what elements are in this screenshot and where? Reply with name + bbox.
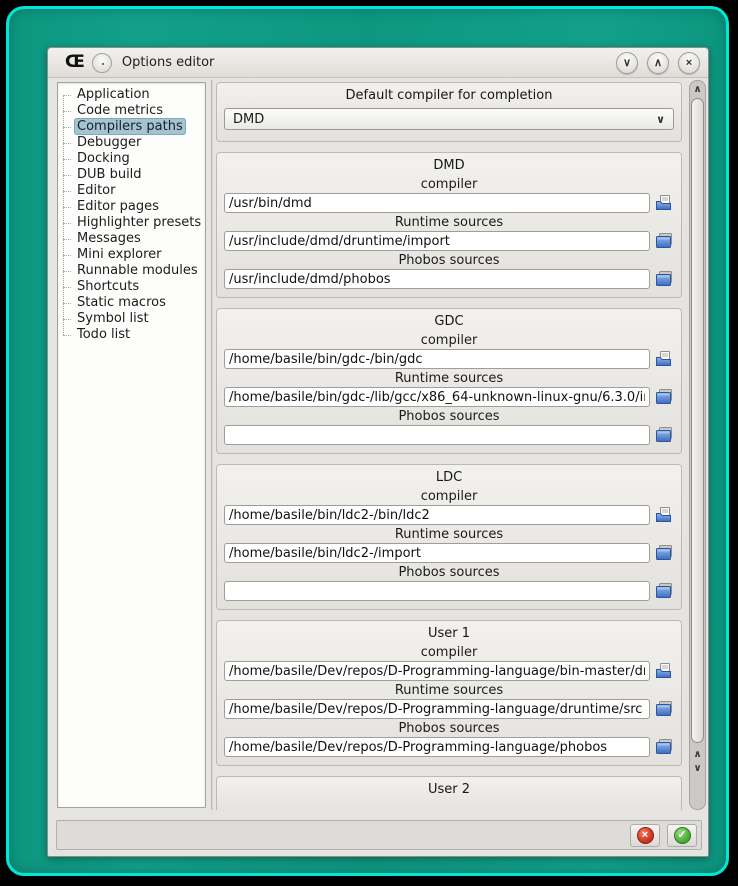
tree-item-dub-build[interactable]: DUB build (58, 167, 205, 183)
compiler-label: compiler (420, 645, 478, 660)
options-category-tree (57, 82, 206, 808)
ldc-compiler-browse-button[interactable] (653, 506, 674, 524)
tree-item-editor-pages[interactable]: Editor pages (58, 199, 205, 215)
tree-item-mini-explorer[interactable]: Mini explorer (58, 247, 205, 263)
user1-compiler-input[interactable] (224, 661, 650, 681)
options-editor-window (47, 47, 709, 857)
tree-item-symbol-list[interactable]: Symbol list (58, 311, 205, 327)
gdc-compiler-input[interactable] (224, 349, 650, 369)
default-compiler-group (216, 82, 682, 142)
group-title: GDC (434, 314, 464, 329)
user1-phobos-input[interactable] (224, 737, 650, 757)
phobos-sources-label: Phobos sources (398, 253, 500, 268)
folder-icon (655, 739, 673, 755)
close-button[interactable] (678, 52, 700, 74)
combo-value: DMD (233, 111, 265, 127)
group-title: Default compiler for completion (345, 88, 553, 103)
folder-icon (655, 701, 673, 717)
compiler-group-user1 (216, 620, 682, 766)
tree-item-application[interactable]: Application (58, 87, 205, 103)
folder-icon (655, 233, 673, 249)
dmd-phobos-browse-button[interactable] (653, 270, 674, 288)
dmd-compiler-input[interactable] (224, 193, 650, 213)
window-menu-button[interactable] (92, 53, 112, 73)
tree-item-messages[interactable]: Messages (58, 231, 205, 247)
open-file-icon (655, 351, 673, 367)
gdc-phobos-browse-button[interactable] (653, 426, 674, 444)
gdc-runtime-browse-button[interactable] (653, 388, 674, 406)
group-title: User 2 (427, 782, 471, 797)
tree-item-static-macros[interactable]: Static macros (58, 295, 205, 311)
tree-item-highlighter-presets[interactable]: Highlighter presets (58, 215, 205, 231)
compiler-label: compiler (420, 333, 478, 348)
folder-icon (655, 545, 673, 561)
scroll-up-icon[interactable]: ∧ (693, 84, 702, 95)
dmd-compiler-browse-button[interactable] (653, 194, 674, 212)
user1-compiler-browse-button[interactable] (653, 662, 674, 680)
gdc-compiler-browse-button[interactable] (653, 350, 674, 368)
open-file-icon (655, 195, 673, 211)
compiler-label: compiler (420, 489, 478, 504)
tree-item-editor[interactable]: Editor (58, 183, 205, 199)
group-title: LDC (435, 470, 463, 485)
open-file-icon (655, 663, 673, 679)
compiler-group-gdc (216, 308, 682, 454)
compiler-group-dmd (216, 152, 682, 298)
window-frame (6, 6, 729, 876)
dmd-phobos-input[interactable] (224, 269, 650, 289)
ldc-phobos-input[interactable] (224, 581, 650, 601)
close-icon: × (685, 56, 693, 69)
user1-runtime-browse-button[interactable] (653, 700, 674, 718)
default-compiler-select[interactable] (224, 108, 674, 130)
scroll-up-icon[interactable]: ∧ (693, 749, 702, 760)
cancel-button[interactable] (630, 824, 660, 847)
unshade-button[interactable] (647, 52, 669, 74)
phobos-sources-label: Phobos sources (398, 565, 500, 580)
statusbar (56, 820, 702, 850)
cancel-icon: × (637, 827, 654, 844)
ldc-phobos-browse-button[interactable] (653, 582, 674, 600)
open-file-icon (655, 507, 673, 523)
runtime-sources-label: Runtime sources (394, 683, 504, 698)
tree-item-shortcuts[interactable]: Shortcuts (58, 279, 205, 295)
tree-item-runnable-modules[interactable]: Runnable modules (58, 263, 205, 279)
group-title: DMD (433, 158, 465, 173)
runtime-sources-label: Runtime sources (394, 215, 504, 230)
ldc-runtime-browse-button[interactable] (653, 544, 674, 562)
scroll-down-icon[interactable]: ∨ (693, 763, 702, 774)
compiler-group-ldc (216, 464, 682, 610)
panel-scrollbar[interactable] (689, 80, 706, 810)
user1-phobos-browse-button[interactable] (653, 738, 674, 756)
tree-panel-splitter[interactable] (211, 80, 214, 810)
runtime-sources-label: Runtime sources (394, 527, 504, 542)
tree-item-debugger[interactable]: Debugger (58, 135, 205, 151)
scrollbar-thumb[interactable] (691, 98, 704, 743)
runtime-sources-label: Runtime sources (394, 371, 504, 386)
shade-button[interactable] (616, 52, 638, 74)
chevron-up-icon: ∧ (653, 56, 663, 69)
dmd-runtime-browse-button[interactable] (653, 232, 674, 250)
compiler-label: compiler (420, 177, 478, 192)
accept-button[interactable] (667, 824, 697, 847)
compiler-group-user2 (216, 776, 682, 810)
window-controls (616, 52, 700, 74)
titlebar[interactable] (48, 48, 708, 78)
phobos-sources-label: Phobos sources (398, 721, 500, 736)
chevron-down-icon: ∨ (656, 112, 665, 126)
ldc-compiler-input[interactable] (224, 505, 650, 525)
app-logo-icon: Œ (65, 52, 84, 72)
folder-icon (655, 389, 673, 405)
gdc-phobos-input[interactable] (224, 425, 650, 445)
gdc-runtime-input[interactable] (224, 387, 650, 407)
accept-icon: ✓ (674, 827, 691, 844)
phobos-sources-label: Phobos sources (398, 409, 500, 424)
group-title: User 1 (427, 626, 471, 641)
dmd-runtime-input[interactable] (224, 231, 650, 251)
tree-item-docking[interactable]: Docking (58, 151, 205, 167)
tree-list (58, 87, 205, 343)
chevron-down-icon: ∨ (622, 56, 632, 69)
user1-runtime-input[interactable] (224, 699, 650, 719)
folder-icon (655, 583, 673, 599)
tree-item-compilers-paths[interactable]: Compilers paths (58, 119, 205, 135)
folder-icon (655, 427, 673, 443)
tree-item-code-metrics[interactable]: Code metrics (58, 103, 205, 119)
compilers-paths-panel (216, 80, 682, 810)
folder-icon (655, 271, 673, 287)
window-title: Options editor (121, 55, 215, 70)
ldc-runtime-input[interactable] (224, 543, 650, 563)
tree-item-todo-list[interactable]: Todo list (58, 327, 205, 343)
